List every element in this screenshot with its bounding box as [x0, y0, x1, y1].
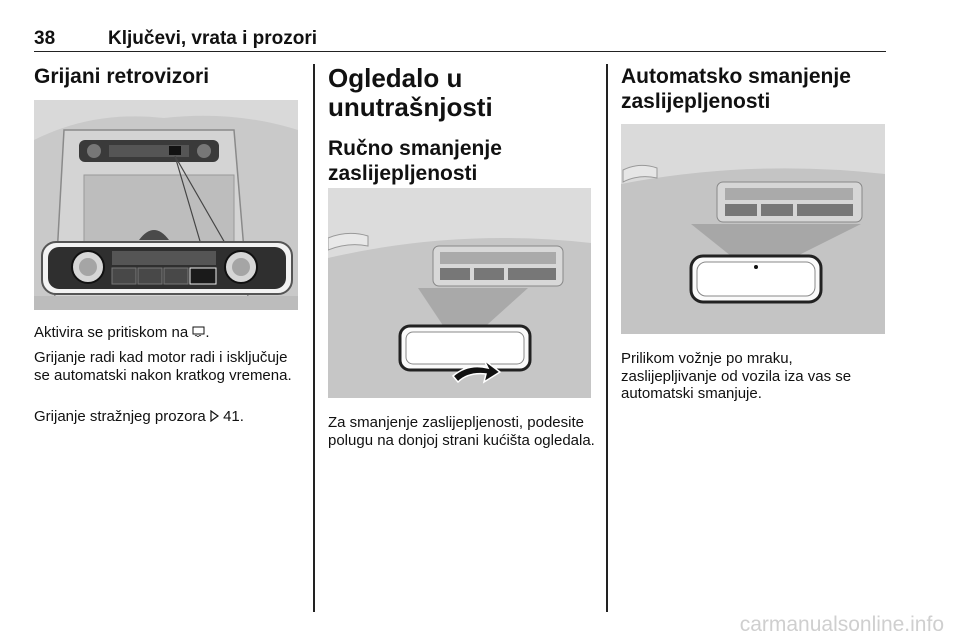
page-header: [34, 27, 886, 52]
column-divider: [606, 64, 608, 612]
heading-line: zaslijepljenosti: [328, 162, 478, 185]
subsection-heading: [328, 136, 598, 186]
figure-climate-control-panel: [34, 100, 298, 310]
watermark: carmanualsonline.info: [739, 613, 944, 636]
column-heated-mirrors: [34, 64, 302, 89]
column-auto-dimming: [621, 64, 885, 114]
page-reference[interactable]: 41.: [223, 408, 244, 425]
heading-line: Ručno smanjenje: [328, 137, 502, 160]
paragraph-rear-window: [34, 408, 304, 427]
figure-auto-dimming-mirror: [621, 124, 885, 334]
chapter-title: Ključevi, vrata i prozori: [108, 28, 318, 49]
heading-line: zaslijepljenosti: [621, 90, 771, 113]
heading-line: Automatsko smanjenje: [621, 65, 851, 88]
text: Aktivira se pritiskom na: [34, 324, 189, 341]
column-interior-mirror: [328, 64, 598, 186]
page-number: 38: [34, 28, 56, 49]
heading-line: unutrašnjosti: [328, 92, 493, 122]
text: .: [205, 324, 210, 341]
column-divider: [313, 64, 315, 612]
section-heading: Grijani retrovizori: [34, 65, 210, 88]
paragraph-heating-info: Grijanje radi kad motor radi i isključuje se automatski nakon kratkog vremena.: [34, 349, 292, 384]
page-reference-arrow-icon: [210, 409, 219, 427]
section-heading: [328, 64, 598, 122]
heated-mirror-icon: [192, 325, 205, 337]
paragraph-auto-dimming: Prilikom vožnje po mraku, zaslijepljivanje od vozila iza vas se automatski smanjuje.: [621, 350, 852, 402]
paragraph-manual-dimming: Za smanjenje zaslijepljenosti, podesite polugu na donjoj strani kućišta ogledala.: [328, 414, 595, 449]
section-heading: [621, 64, 885, 114]
figure-manual-dimming-mirror: [328, 188, 591, 398]
paragraph-activation: [34, 324, 304, 342]
heading-line: Ogledalo u: [328, 63, 463, 93]
text: Grijanje stražnjeg prozora: [34, 408, 206, 425]
